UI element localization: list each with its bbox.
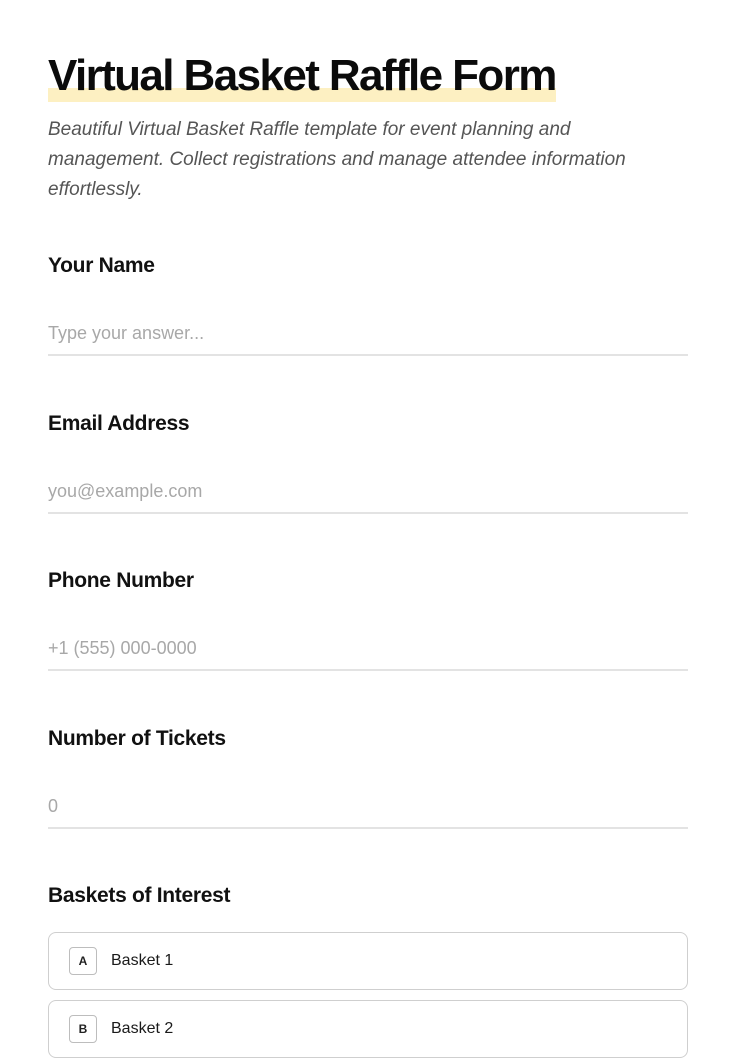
basket-option[interactable] [48, 932, 688, 990]
name-input[interactable] [48, 312, 688, 356]
form-description: Beautiful Virtual Basket Raffle template for event planning and management. Collect registrations and manage attendee information effortlessly. [48, 119, 626, 200]
name-field-label: Your Name [48, 254, 155, 277]
email-input[interactable] [48, 470, 688, 514]
form-header [48, 50, 556, 102]
tickets-field-group [48, 725, 688, 829]
name-field-group [48, 252, 688, 356]
tickets-input[interactable] [48, 785, 688, 829]
email-field-label: Email Address [48, 412, 190, 435]
phone-field-group [48, 567, 688, 671]
email-field-group [48, 410, 688, 514]
basket-option-key: B [69, 1015, 97, 1043]
phone-input[interactable] [48, 627, 688, 671]
baskets-field-label: Baskets of Interest [48, 884, 231, 907]
basket-option[interactable] [48, 1000, 688, 1058]
tickets-field-label: Number of Tickets [48, 727, 226, 750]
basket-option-label: Basket 1 [111, 952, 174, 969]
basket-option-key: A [69, 947, 97, 975]
baskets-field-group [48, 882, 688, 910]
phone-field-label: Phone Number [48, 569, 194, 592]
form-title: Virtual Basket Raffle Form [48, 51, 556, 100]
basket-option-label: Basket 2 [111, 1020, 174, 1037]
